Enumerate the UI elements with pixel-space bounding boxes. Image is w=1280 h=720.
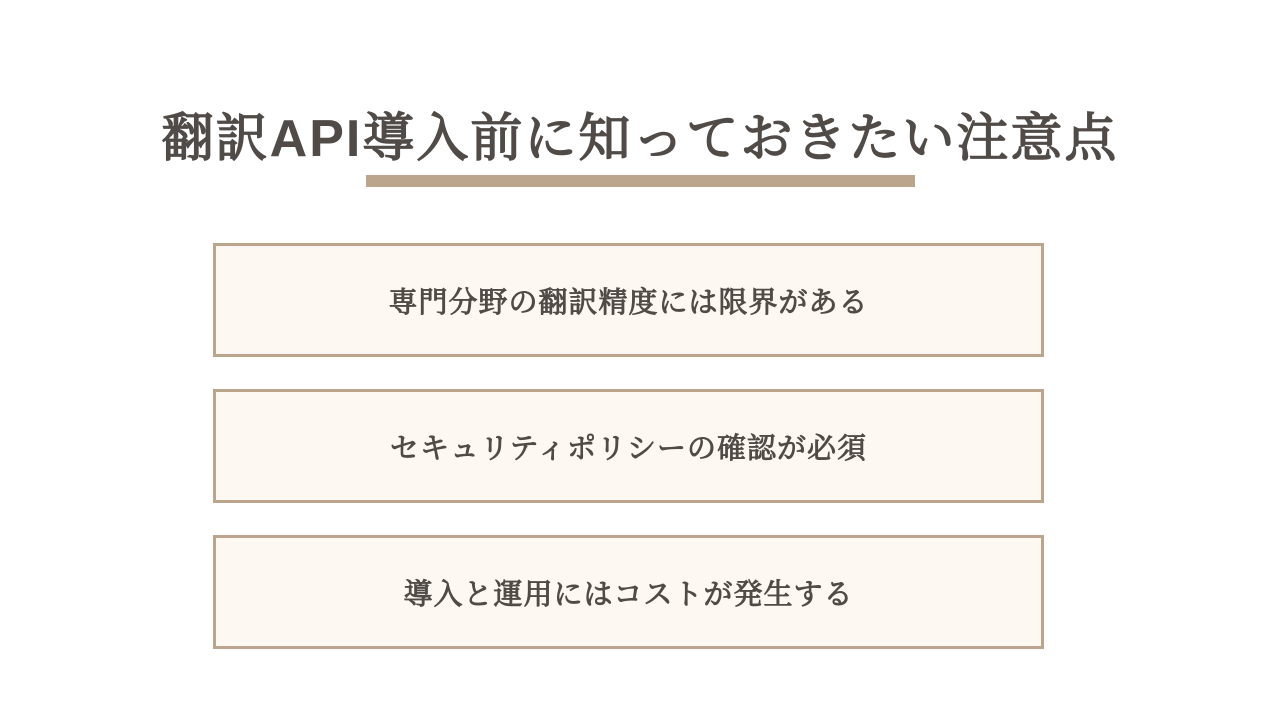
point-label: 導入と運用にはコストが発生する	[403, 578, 854, 611]
point-card	[213, 389, 1044, 503]
point-card	[213, 243, 1044, 357]
point-label: 専門分野の翻訳精度には限界がある	[388, 286, 869, 319]
title-underline-bar	[366, 175, 915, 187]
point-label: セキュリティポリシーの確認が必須	[389, 432, 868, 465]
page-title: 翻訳API導入前に知っておきたい注意点	[161, 109, 1119, 168]
point-card	[213, 535, 1044, 649]
